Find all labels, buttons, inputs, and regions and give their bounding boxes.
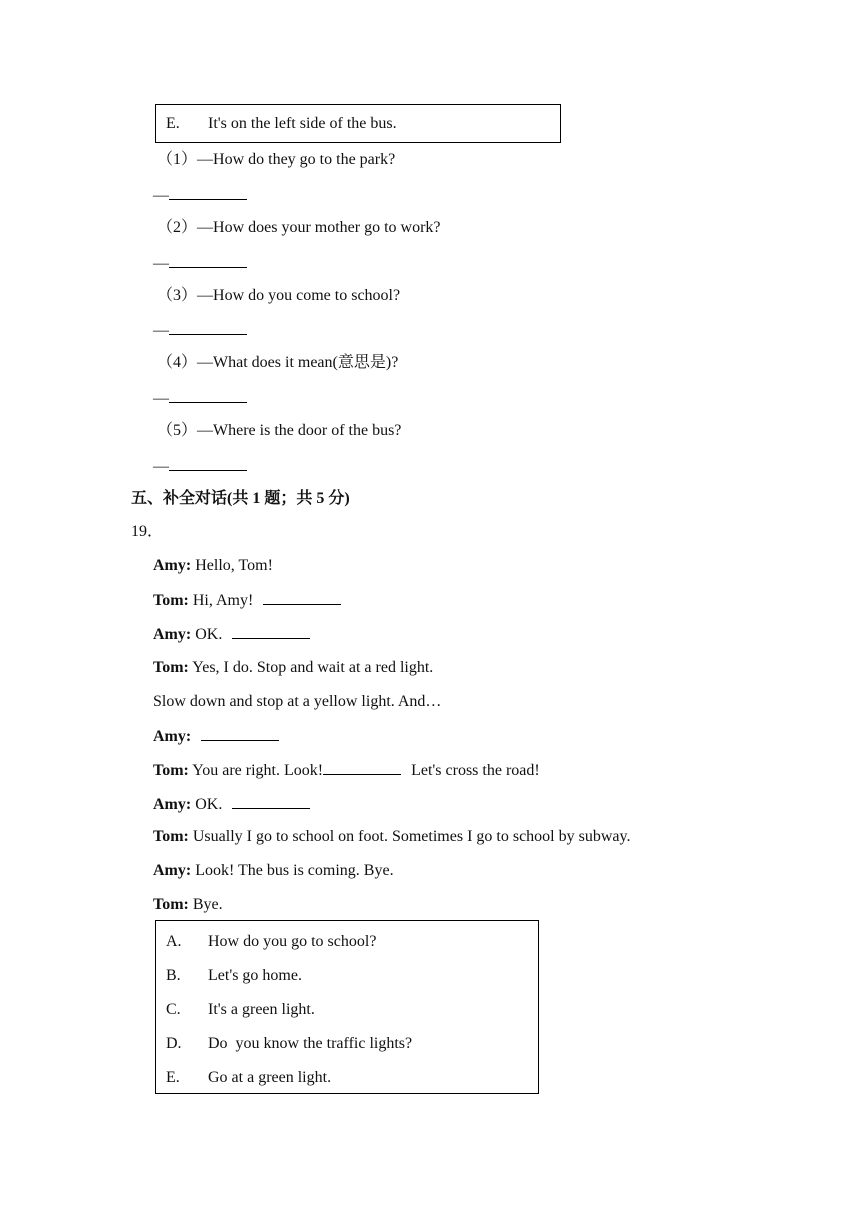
question-text: —Where is the door of the bus? bbox=[197, 422, 402, 439]
speaker: Tom: bbox=[153, 896, 189, 913]
answer-blank[interactable] bbox=[169, 253, 247, 268]
speaker: Amy: bbox=[153, 796, 192, 813]
answer-dash: — bbox=[153, 458, 169, 475]
dialogue-line-9 bbox=[153, 827, 630, 847]
dialogue-line-2 bbox=[153, 590, 341, 611]
answer-dash: — bbox=[153, 322, 169, 339]
question-text: —How do they go to the park? bbox=[197, 151, 396, 168]
line-text: Hi, Amy! bbox=[188, 592, 254, 609]
dialogue-line-11 bbox=[153, 895, 223, 915]
answer-dash: — bbox=[153, 390, 169, 407]
question-number-19: 19． bbox=[131, 523, 164, 540]
question-text: —What does it mean(意思是)? bbox=[197, 354, 399, 371]
speaker: Amy: bbox=[153, 626, 192, 643]
question-number: （4） bbox=[157, 354, 198, 371]
option-a bbox=[166, 932, 376, 952]
dialogue-line-1 bbox=[153, 556, 273, 576]
question-2 bbox=[157, 218, 441, 238]
option-text: Let's go home. bbox=[208, 967, 302, 984]
answer-line-4 bbox=[153, 388, 247, 409]
answer-blank[interactable] bbox=[232, 794, 310, 809]
dialogue-options-box bbox=[155, 920, 539, 1094]
option-b bbox=[166, 966, 302, 986]
option-text: It's on the left side of the bus. bbox=[208, 115, 397, 132]
answer-line-2 bbox=[153, 253, 247, 274]
question-1 bbox=[157, 150, 395, 170]
option-letter: C. bbox=[166, 1001, 181, 1018]
question-number: （3） bbox=[157, 287, 198, 304]
option-c bbox=[166, 1000, 315, 1020]
dialogue-line-6 bbox=[153, 726, 279, 747]
option-text: Do you know the traffic lights? bbox=[208, 1035, 413, 1052]
answer-line-1 bbox=[153, 185, 247, 206]
dialogue-line-4 bbox=[153, 658, 433, 678]
speaker: Tom: bbox=[153, 828, 189, 845]
line-text: OK. bbox=[191, 796, 223, 813]
answer-blank[interactable] bbox=[201, 726, 279, 741]
dialogue-line-5 bbox=[153, 692, 441, 712]
answer-dash: — bbox=[153, 187, 169, 204]
line-text: You are right. Look! bbox=[188, 762, 324, 779]
answer-line-3 bbox=[153, 320, 247, 341]
speaker: Tom: bbox=[153, 659, 189, 676]
option-letter: A. bbox=[166, 933, 182, 950]
speaker: Amy: bbox=[153, 728, 192, 745]
line-text: Slow down and stop at a yellow light. And… bbox=[153, 693, 442, 710]
top-options-box bbox=[155, 104, 561, 143]
line-text-after: Let's cross the road! bbox=[411, 762, 540, 779]
line-text: Bye. bbox=[188, 896, 223, 913]
answer-dash: — bbox=[153, 255, 169, 272]
option-d bbox=[166, 1034, 412, 1054]
answer-blank[interactable] bbox=[169, 388, 247, 403]
answer-blank[interactable] bbox=[169, 456, 247, 471]
line-text: Yes, I do. Stop and wait at a red light. bbox=[188, 659, 434, 676]
option-letter: D. bbox=[166, 1035, 182, 1052]
option-letter: E. bbox=[166, 115, 180, 132]
option-letter: E. bbox=[166, 1069, 180, 1086]
speaker: Tom: bbox=[153, 762, 189, 779]
question-text: —How do you come to school? bbox=[197, 287, 401, 304]
answer-blank[interactable] bbox=[169, 320, 247, 335]
answer-line-5 bbox=[153, 456, 247, 477]
question-number: （5） bbox=[157, 422, 198, 439]
question-text: —How does your mother go to work? bbox=[197, 219, 441, 236]
option-text: Go at a green light. bbox=[208, 1069, 332, 1086]
question-3 bbox=[157, 286, 400, 306]
line-text: OK. bbox=[191, 626, 223, 643]
question-number: （1） bbox=[157, 151, 198, 168]
speaker: Tom: bbox=[153, 592, 189, 609]
option-text: It's a green light. bbox=[208, 1001, 315, 1018]
speaker: Amy: bbox=[153, 862, 192, 879]
option-e bbox=[166, 1068, 331, 1088]
section-title: 五、补全对话(共 1 题；共 5 分) bbox=[131, 490, 350, 507]
dialogue-line-10 bbox=[153, 861, 394, 881]
line-text: Usually I go to school on foot. Sometimes I go to school by subway. bbox=[188, 828, 631, 845]
answer-blank[interactable] bbox=[232, 624, 310, 639]
speaker: Amy: bbox=[153, 557, 192, 574]
dialogue-line-3 bbox=[153, 624, 310, 645]
option-e-top bbox=[166, 114, 397, 134]
answer-blank[interactable] bbox=[323, 760, 401, 775]
answer-blank[interactable] bbox=[263, 590, 341, 605]
option-letter: B. bbox=[166, 967, 181, 984]
dialogue-line-8 bbox=[153, 794, 310, 815]
line-text: Hello, Tom! bbox=[191, 557, 273, 574]
answer-blank[interactable] bbox=[169, 185, 247, 200]
line-text: Look! The bus is coming. Bye. bbox=[191, 862, 394, 879]
question-number: （2） bbox=[157, 219, 198, 236]
dialogue-line-7 bbox=[153, 760, 540, 781]
question-4 bbox=[157, 353, 398, 373]
option-text: How do you go to school? bbox=[208, 933, 377, 950]
question-5 bbox=[157, 421, 401, 441]
